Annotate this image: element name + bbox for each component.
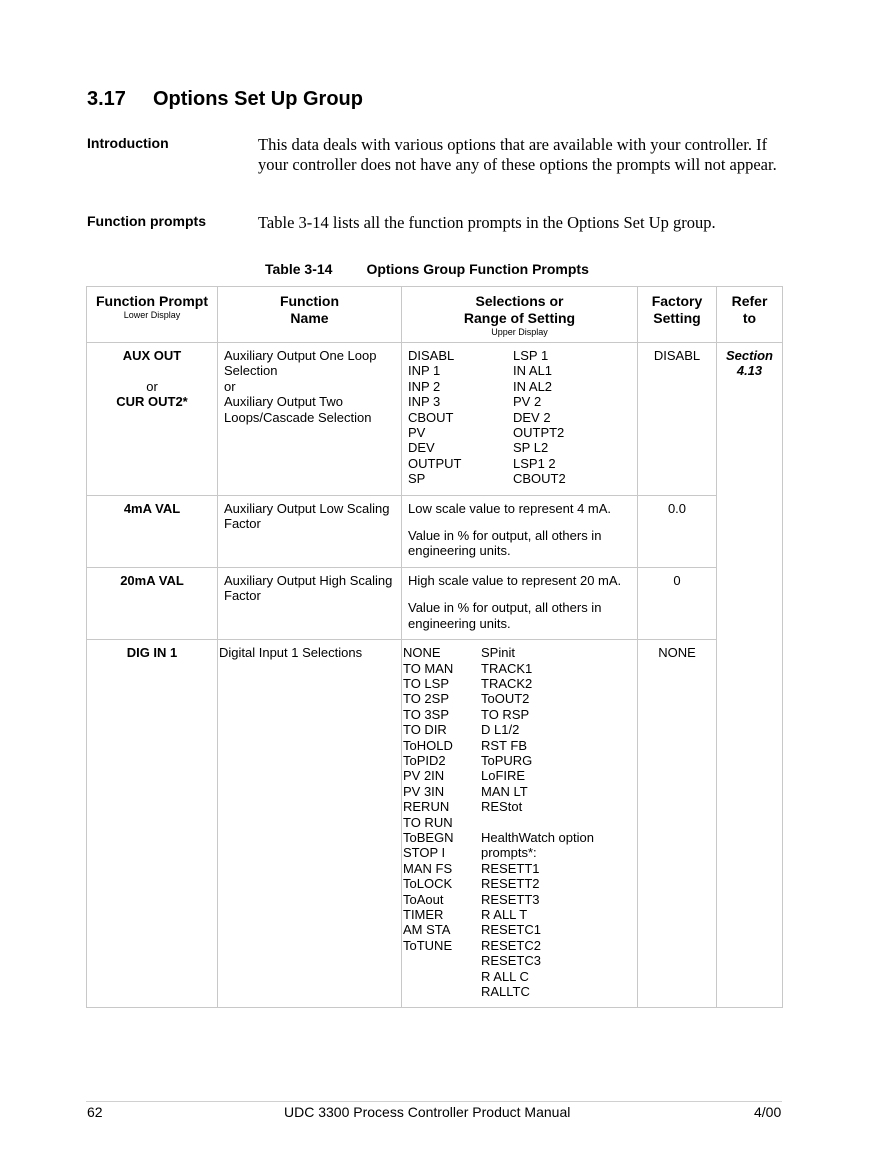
selection-item: PV 2 xyxy=(513,394,542,410)
section-number: 3.17 xyxy=(87,88,126,110)
header-function-prompt: Function Prompt Lower Display xyxy=(87,287,218,343)
selection-item: DEV xyxy=(408,440,435,456)
factory-setting-cell: NONE xyxy=(638,640,717,1008)
selection-item: LSP 1 xyxy=(513,348,549,363)
selection-item xyxy=(481,815,594,830)
prompt-cell: AUX OUT or CUR OUT2* xyxy=(87,343,218,496)
prompt-cell: 20mA VAL xyxy=(87,567,218,639)
table-row xyxy=(87,567,783,639)
selection-item: DEV 2 xyxy=(513,409,551,425)
selection-item: PV 3IN xyxy=(403,783,445,799)
introduction-text: This data deals with various options that are available with your controller. If your controller does not have any of these options the prompts will not appear. xyxy=(258,135,777,174)
selection-item: RST FB xyxy=(481,737,527,753)
selections-cell xyxy=(402,343,638,496)
selection-item: CBOUT2 xyxy=(513,471,566,487)
prompt-cell: 4mA VAL xyxy=(87,495,218,567)
selection-item: TO MAN xyxy=(403,660,454,676)
selection-list-right xyxy=(481,645,594,999)
selection-item: ToHOLD xyxy=(403,737,453,753)
selection-item: OUTPT2 xyxy=(513,425,565,441)
table-row xyxy=(87,343,783,496)
selection-item: RERUN xyxy=(403,799,450,815)
selection-item: D L1/2 xyxy=(481,722,520,738)
function-name-cell: Auxiliary Output High Scaling Factor xyxy=(218,567,402,639)
factory-setting-cell: DISABL xyxy=(638,343,717,496)
header-function-name: Function Name xyxy=(218,287,402,343)
selection-item: RESETC2 xyxy=(481,937,541,953)
selection-item: RESETT2 xyxy=(481,876,540,892)
selection-item: SP xyxy=(408,471,426,487)
selection-item: REStot xyxy=(481,799,523,815)
section-title: Options Set Up Group xyxy=(153,88,363,110)
table-caption xyxy=(265,261,589,277)
selection-item: PV 2IN xyxy=(403,768,445,784)
selection-item: SP L2 xyxy=(513,440,549,456)
factory-setting-cell: 0.0 xyxy=(638,495,717,567)
selection-item: PV xyxy=(408,425,426,441)
selection-item: TO LSP xyxy=(403,675,450,691)
selection-item: ToPID2 xyxy=(403,752,446,768)
selection-item: ToAout xyxy=(403,891,444,907)
selection-item: TRACK2 xyxy=(481,675,533,691)
selection-item: R ALL C xyxy=(481,968,529,984)
selection-item: MAN FS xyxy=(403,860,453,876)
function-prompts-label: Function prompts xyxy=(87,213,206,229)
factory-setting-cell: 0 xyxy=(638,567,717,639)
selection-item: ToOUT2 xyxy=(481,691,530,707)
selection-item: LoFIRE xyxy=(481,768,526,784)
selection-item: RESETC3 xyxy=(481,953,541,969)
selection-item: RESETT3 xyxy=(481,891,540,907)
footer-divider xyxy=(86,1101,782,1102)
selection-item: prompts*: xyxy=(481,845,537,861)
selection-item: STOP I xyxy=(403,845,446,861)
selection-item: NONE xyxy=(403,645,441,661)
selection-item: MAN LT xyxy=(481,783,528,799)
selection-item: TO DIR xyxy=(403,722,447,738)
selection-item: ToTUNE xyxy=(403,937,453,953)
selection-list-left xyxy=(408,348,513,487)
header-refer-to: Refer to xyxy=(717,287,783,343)
header-selections: Selections or Range of Setting Upper Display xyxy=(402,287,638,343)
selection-item: ToLOCK xyxy=(403,876,453,892)
table-row xyxy=(87,495,783,567)
selection-item: RESETC1 xyxy=(481,922,541,938)
selection-item: TO RUN xyxy=(403,814,453,830)
selection-item: ToBEGN xyxy=(403,829,454,845)
selections-cell: High scale value to represent 20 mA. Value in % for output, all others in engineering units. xyxy=(402,567,638,639)
selections-cell: Low scale value to represent 4 mA. Value in % for output, all others in engineering units. xyxy=(402,495,638,567)
table-row xyxy=(87,640,783,1008)
selection-item: HealthWatch option xyxy=(481,829,594,845)
selection-item: SPinit xyxy=(481,645,515,661)
selections-cell xyxy=(402,640,638,1008)
footer-page-number: 62 xyxy=(87,1104,103,1120)
function-name-cell: Digital Input 1 Selections xyxy=(218,640,402,1008)
footer-date: 4/00 xyxy=(754,1104,782,1120)
selection-item: DISABL xyxy=(408,348,455,363)
selection-item: TO 2SP xyxy=(403,691,450,707)
selection-item: AM STA xyxy=(403,922,451,938)
function-name-cell: Auxiliary Output Low Scaling Factor xyxy=(218,495,402,567)
selection-item: ToPURG xyxy=(481,752,533,768)
selection-item: RALLTC xyxy=(481,984,530,1000)
function-prompts-text: Table 3-14 lists all the function prompts in the Options Set Up group. xyxy=(258,213,716,232)
footer-title: UDC 3300 Process Controller Product Manual xyxy=(284,1104,571,1120)
function-name-cell: Auxiliary Output One Loop Selection or Auxiliary Output Two Loops/Cascade Selection xyxy=(218,343,402,496)
selection-item: R ALL T xyxy=(481,906,528,922)
selection-list-left xyxy=(403,645,481,999)
selection-item: IN AL2 xyxy=(513,378,553,394)
header-factory-setting: Factory Setting xyxy=(638,287,717,343)
selection-item: RESETT1 xyxy=(481,860,540,876)
selection-item: INP 3 xyxy=(408,394,441,410)
section-heading xyxy=(87,88,363,111)
selection-item: LSP1 2 xyxy=(513,455,556,471)
options-table xyxy=(86,286,783,1008)
table-caption-title: Options Group Function Prompts xyxy=(366,261,589,277)
selection-item: TIMER xyxy=(403,907,444,922)
selection-list-right xyxy=(513,348,566,487)
selection-item: TRACK1 xyxy=(481,660,533,676)
prompt-cell: DIG IN 1 xyxy=(87,640,218,1008)
selection-item: TO 3SP xyxy=(403,706,450,722)
selection-item: IN AL1 xyxy=(513,363,553,379)
refer-cell: Section 4.13 xyxy=(717,343,783,1008)
selection-item: INP 1 xyxy=(408,363,441,379)
selection-item: OUTPUT xyxy=(408,455,462,471)
selection-item: CBOUT xyxy=(408,409,454,425)
table-caption-number: Table 3-14 xyxy=(265,261,333,277)
introduction-label: Introduction xyxy=(87,135,169,151)
selection-item: TO RSP xyxy=(481,706,530,722)
table-header-row xyxy=(87,287,783,343)
selection-item: INP 2 xyxy=(408,378,441,394)
